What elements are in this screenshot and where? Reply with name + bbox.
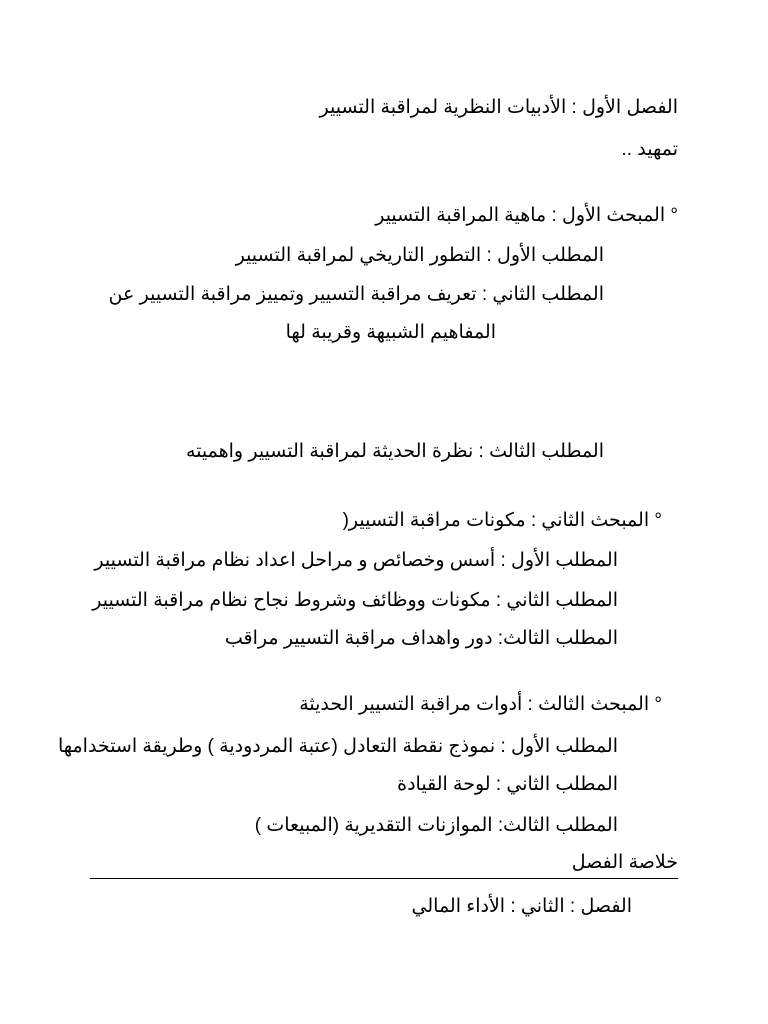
section2-title: ° المبحث الثاني : مكونات مراقبة التسيير( xyxy=(342,510,662,531)
chapter1-summary: خلاصة الفصل xyxy=(571,852,678,873)
section1-title: ° المبحث الأول : ماهية المراقبة التسيير xyxy=(375,205,678,226)
section2-item-2: المطلب الثاني : مكونات ووظائف وشروط نجاح نظام مراقبة التسيير xyxy=(92,590,618,611)
section3-title: ° المبحث الثالث : أدوات مراقبة التسيير الحديثة xyxy=(299,694,662,715)
section3-item-2: المطلب الثاني : لوحة القيادة xyxy=(397,774,618,795)
section2-item-3: المطلب الثالث: دور واهداف مراقبة التسيير مراقب xyxy=(224,628,618,649)
section1-item-2: المطلب الثاني : تعريف مراقبة التسيير وتمييز مراقبة التسيير عن xyxy=(108,284,604,305)
section1-item-3: المطلب الثالث : نظرة الحديثة لمراقبة التسيير واهميته xyxy=(185,441,604,462)
section3-item-3: المطلب الثالث: الموازنات التقديرية (المبيعات ) xyxy=(254,815,618,836)
section-divider xyxy=(90,878,678,879)
section3-item-1: المطلب الأول : نموذج نقطة التعادل (عتبة المردودية ) وطريقة استخدامها xyxy=(57,736,618,757)
section1-item-2-continued: المفاهيم الشبيهة وقريبة لها xyxy=(285,322,496,343)
section2-item-1: المطلب الأول : أسس وخصائص و مراحل اعداد نظام مراقبة التسيير xyxy=(94,550,618,571)
intro-text: تمهيد .. xyxy=(621,139,678,160)
section1-item-1: المطلب الأول : التطور التاريخي لمراقبة التسيير xyxy=(235,245,604,266)
chapter1-title: الفصل الأول : الأدبيات النظرية لمراقبة التسيير xyxy=(319,97,678,118)
chapter2-title: الفصل : الثاني : الأداء المالي xyxy=(411,896,632,917)
